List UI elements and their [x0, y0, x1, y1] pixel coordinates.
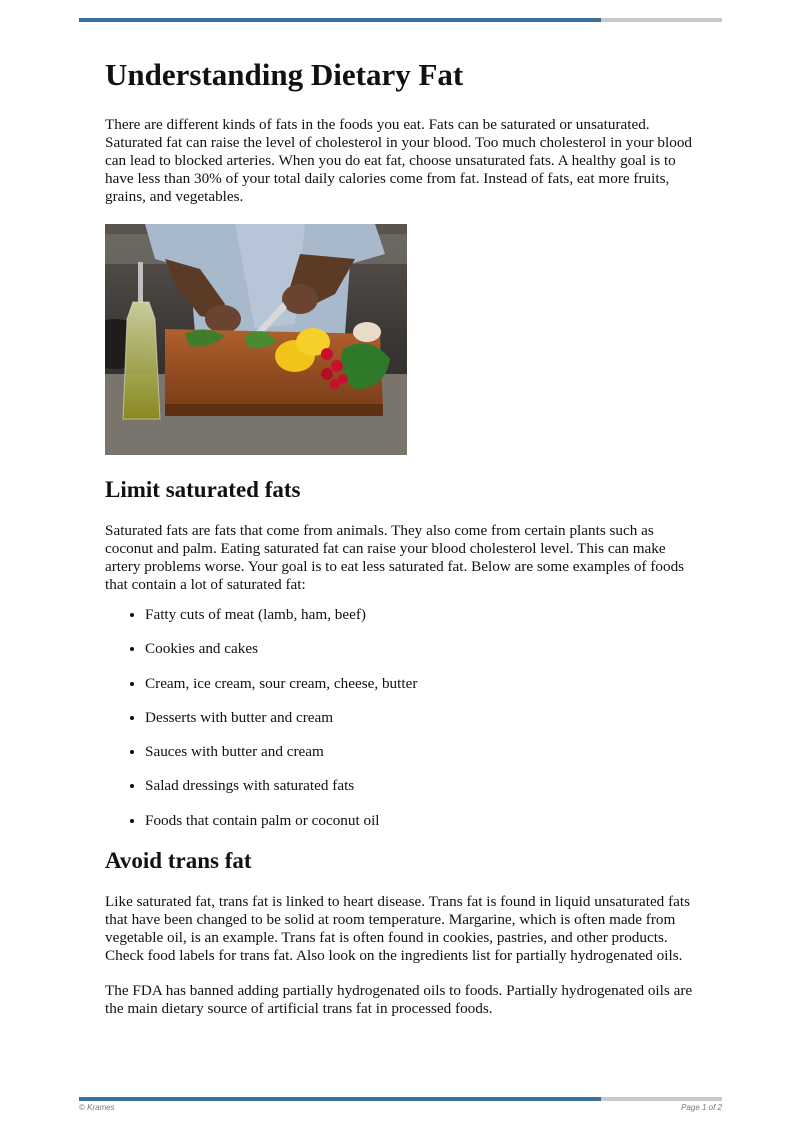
list-item: • Sauces with butter and cream [145, 743, 695, 761]
cooking-photo [105, 224, 407, 455]
list-item: • Fatty cuts of meat (lamb, ham, beef) [145, 606, 695, 624]
list-item: • Salad dressings with saturated fats [145, 777, 695, 795]
saturated-foods-list [105, 606, 695, 830]
footer-copyright: © Krames [79, 1103, 115, 1112]
footer-bar-fill [79, 1097, 601, 1101]
page-title: Understanding Dietary Fat [105, 57, 464, 92]
saturated-paragraph: Saturated fats are fats that come from animals. They also come from certain plants such as coconut and palm. Eating saturated fat can raise your blood cholesterol level. This can make artery problems worse. Your goal is to eat less saturated fat. Below are some examples of foods that contain a lot of saturated fat: [105, 522, 685, 593]
trans-paragraph-1: Like saturated fat, trans fat is linked to heart disease. Trans fat is found in liquid unsaturated fats that have been changed to be solid at room temperature. Margarine, which is often made from vegetable oil, is an example. Trans fat is often found in cookies, pastries, and other products. Check food labels for trans fat. Also look on the ingredients list for partially hydrogenated oils. [105, 893, 690, 965]
intro-paragraph: There are different kinds of fats in the foods you eat. Fats can be saturated or unsaturated. Saturated fat can raise the level of cholesterol in your blood. Too much cholesterol in your blood can lead to blocked arteries. When you do eat fat, choose unsaturated fats. A healthy goal is to have less than 30% of your total daily calories come from fat. Instead of fats, eat more fruits, grains, and vegetables. [105, 116, 693, 205]
section-heading-trans: Avoid trans fat [105, 848, 252, 874]
header-progress-bar [79, 18, 722, 22]
list-item: • Desserts with butter and cream [145, 709, 695, 727]
list-item: • Foods that contain palm or coconut oil [145, 812, 695, 830]
document-body [105, 56, 695, 1018]
trans-paragraph-2: The FDA has banned adding partially hydrogenated oils to foods. Partially hydrogenated oils are the main dietary source of artificial trans fat in processed foods. [105, 982, 693, 1018]
footer-page-number: Page 1 of 2 [681, 1103, 722, 1112]
footer-progress-bar [79, 1097, 722, 1101]
list-item: • Cookies and cakes [145, 640, 695, 658]
header-bar-fill [79, 18, 601, 22]
section-heading-saturated: Limit saturated fats [105, 477, 301, 502]
list-item: • Cream, ice cream, sour cream, cheese, butter [145, 675, 695, 693]
